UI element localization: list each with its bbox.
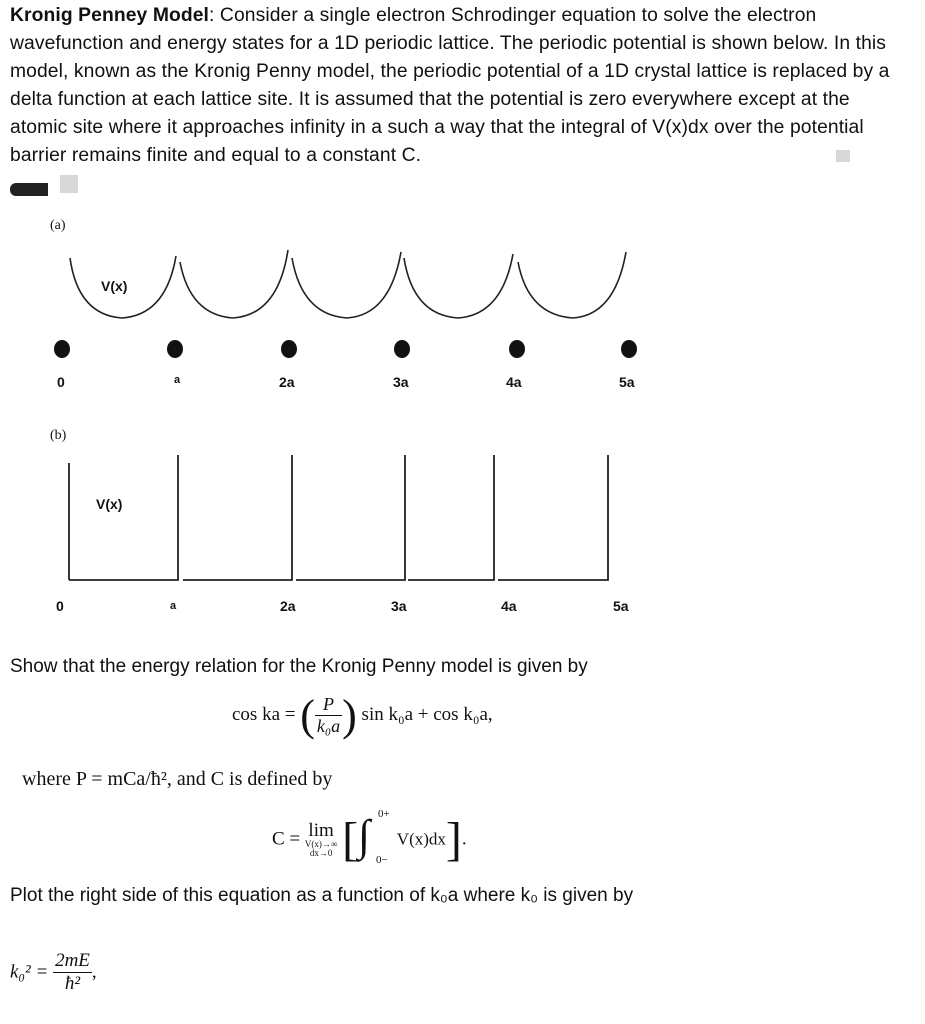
figure-a-atoms [54, 340, 637, 358]
c-definition-equation: C = lim V(x)→∞ dx→0 [ ∫ 0+ 0− V(x)dx]. [272, 807, 467, 866]
eq2-limit [305, 821, 337, 858]
eq3-numerator: 2mE [55, 950, 90, 971]
figure-a-position-label: 2a [279, 374, 295, 390]
figure-b-position-label: 5a [613, 598, 629, 614]
bracket-open: [ [342, 813, 359, 866]
figure-a-position-label: 3a [393, 374, 409, 390]
figure-a-position-label: 5a [619, 374, 635, 390]
atom-dot [281, 340, 297, 358]
eq2-lim: lim [308, 820, 334, 841]
where-text: where P = mCa/ħ², and C is defined by [22, 768, 333, 790]
figure-b-position-label: 4a [501, 598, 517, 614]
figure-b-position-label: 3a [391, 598, 407, 614]
eq1-lhs: cos ka = [232, 703, 296, 725]
eq3-tail: , [91, 961, 97, 983]
figure-b-position-label: a [170, 600, 177, 612]
potential-well-1 [70, 256, 176, 318]
atom-dot [394, 340, 410, 358]
well-outline [498, 455, 608, 580]
eq1-denominator: k₀a [316, 716, 341, 736]
eq3-fraction [53, 950, 92, 995]
figure-a-position-label: a [174, 374, 181, 386]
plot-text: Plot the right side of this equation as a function of k₀a where k₀ is given by [10, 885, 634, 906]
figure-b-potential [69, 455, 608, 580]
integral-upper: 0+ [378, 807, 390, 820]
eq2-lim-sub2: dx→0 [309, 848, 333, 858]
integral-lower: 0− [376, 853, 388, 866]
eq1-rhs: sin k₀a + cos k₀a, [361, 703, 493, 725]
eq1-numerator: P [323, 694, 335, 714]
k0-definition-equation [10, 950, 97, 995]
well-outline [408, 455, 494, 580]
eq1-fraction [315, 694, 342, 737]
figure-a-panel-label: (a) [50, 218, 66, 233]
show-that-text: Show that the energy relation for the Kronig Penny model is given by [10, 656, 588, 677]
figure-a-position-label: 0 [57, 374, 65, 390]
atom-dot [167, 340, 183, 358]
figure-b-position-label: 2a [280, 598, 296, 614]
paren-close: ) [342, 691, 357, 740]
figure-b-position-label: 0 [56, 598, 64, 614]
potential-well-5 [518, 252, 626, 318]
figure-a-position-label: 4a [506, 374, 522, 390]
eq2-integral [358, 807, 392, 866]
atom-dot [54, 340, 70, 358]
potential-well-2 [180, 250, 288, 318]
eq3-lhs: k₀² = [10, 961, 49, 983]
eq2-lhs: C = [272, 828, 301, 850]
eq3-denominator: ħ² [53, 972, 92, 995]
potential-well-3 [292, 252, 401, 318]
paren-open: ( [300, 691, 315, 740]
intro-body: : Consider a single electron Schrodinger equation to solve the electron wavefunction and energy states for a 1D periodic lattice. The periodic potential is shown below. In this model, known as the Kronig Penny model, the periodic potential of a 1D crystal lattice is replaced by a delta function at each lattice site. It is assumed that the potential is zero everywhere except at the atomic site where it approaches infinity in a such a way that the integral of V(x)dx over the potential barrier remains finite and equal to a constant C. [10, 5, 890, 166]
potential-well-4 [404, 254, 513, 318]
figure-a-potential-label: V(x) [101, 278, 128, 294]
well-outline [69, 455, 178, 580]
figure-b-panel-label: (b) [50, 428, 67, 443]
atom-dot [509, 340, 525, 358]
bracket-close: ] [445, 813, 462, 866]
energy-relation-equation [232, 690, 493, 741]
eq2-lim-sub1: V(x)→∞ [304, 839, 338, 849]
eq2-integrand: V(x)dx [396, 829, 446, 849]
figure-b-potential-label: V(x) [96, 496, 123, 512]
integral-sign: ∫ [358, 810, 371, 860]
intro-title: Kronig Penney Model [10, 5, 210, 26]
well-outline [183, 455, 292, 580]
well-outline [296, 455, 405, 580]
figure-a-potential-curve [70, 250, 626, 318]
atom-dot [621, 340, 637, 358]
